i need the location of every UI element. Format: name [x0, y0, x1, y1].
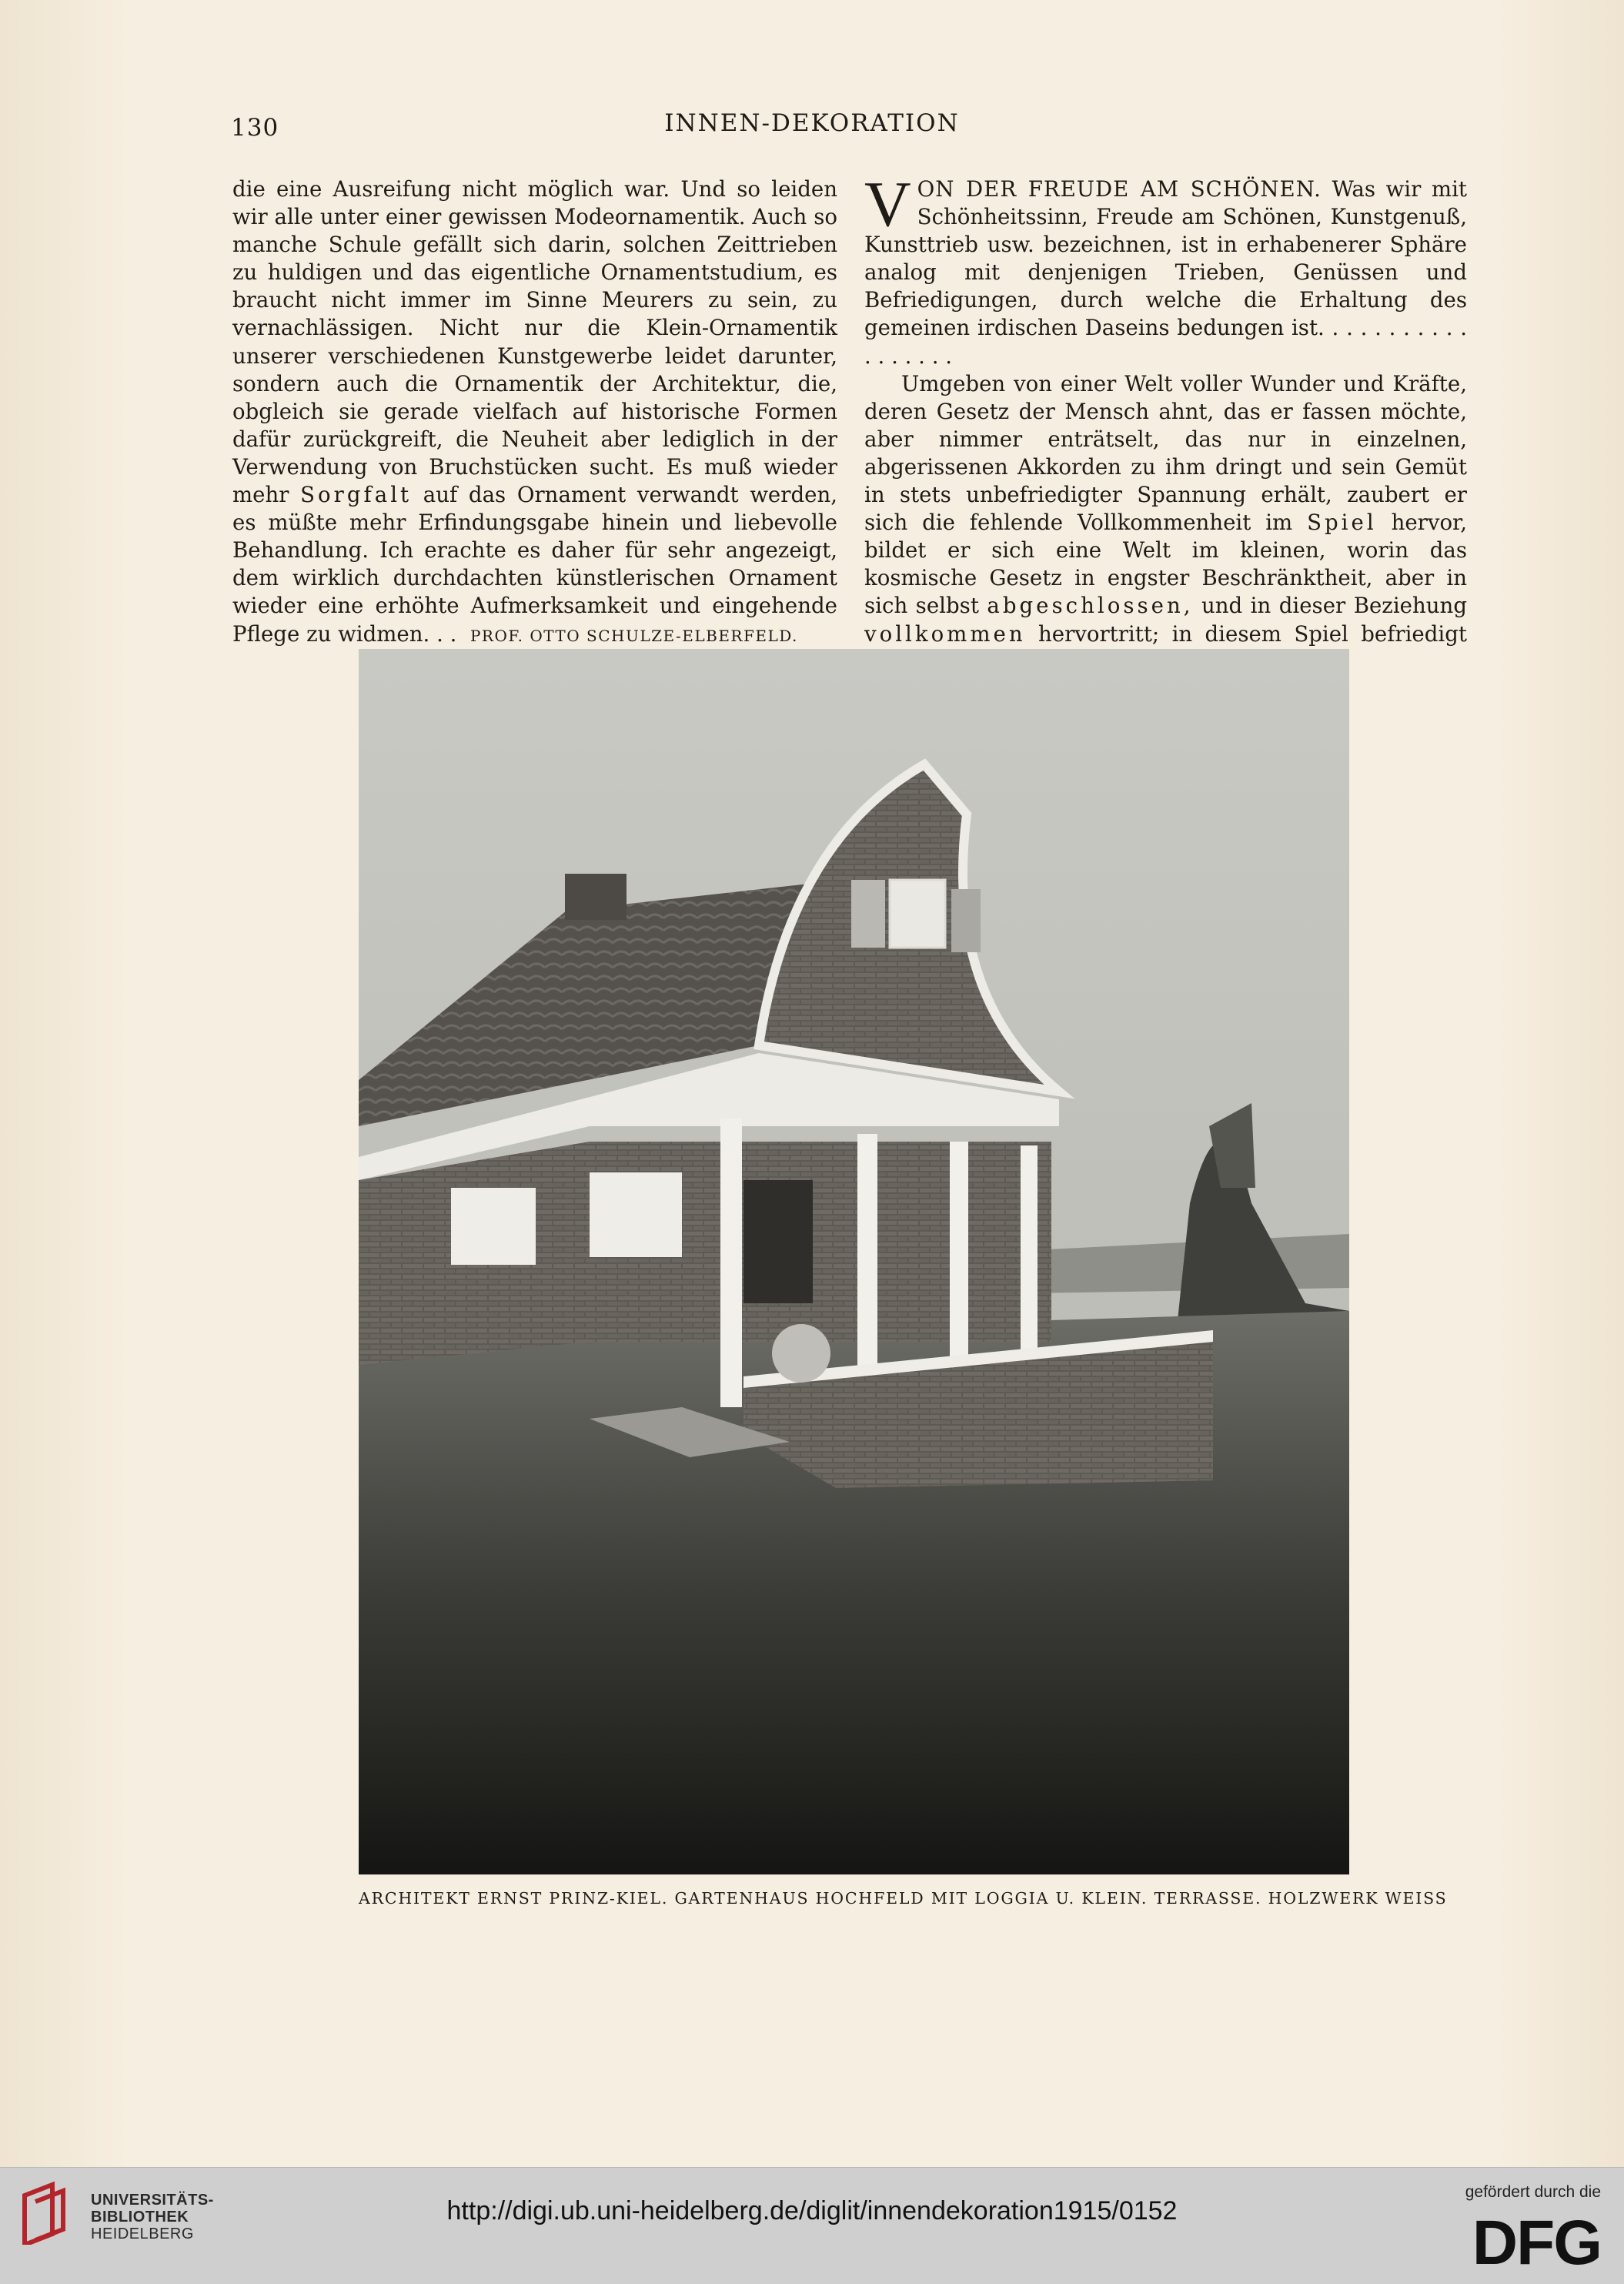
library-name-line3: HEIDELBERG	[91, 2225, 194, 2242]
gable-shutter-left	[851, 880, 885, 948]
door	[743, 1180, 813, 1303]
library-name-line1: UNIVERSITÄTS-	[91, 2192, 214, 2209]
left-column	[232, 176, 837, 650]
drop-cap: V	[864, 169, 911, 240]
essay-text-b: hervor, bildet er sich eine Welt im kleinen, worin das kosmische Gesetz in engster Beschränktheit, aber in sich selbst	[864, 510, 1467, 619]
emphasis-spiel: Spiel	[1307, 510, 1377, 536]
essay-text-d: hervortritt; in diesem Spiel befriedigt	[1038, 620, 1467, 647]
column-3	[950, 1142, 968, 1373]
column-2	[857, 1134, 877, 1388]
emphasis-sorgfalt: Sorgfalt	[300, 482, 413, 508]
running-title: INNEN-DEKORATION	[664, 109, 960, 137]
gable-shutter-right	[951, 889, 981, 952]
left-body-text: die eine Ausreifung nicht möglich war. Und so leiden wir alle unter einer gewissen Modeornamentik. Auch so manche Schule gefällt sich darin, solchen Zeittrieben zu huldigen und das eigentliche Ornamentstudium, es braucht nicht immer im Sinne Meurers zu sein, zu vernachlässigen. Nicht nur die Klein-Ornamentik unserer verschiedenen Kunstgewerbe leidet darunter, sondern auch die Ornamentik der Architektur, die, obgleich sie gerade vielfach auf historische Formen dafür zurückgreift, die Neuheit aber lediglich in der Verwendung von Bruchstücken sucht. Es muß wieder mehr	[232, 176, 837, 508]
column-1	[720, 1119, 742, 1407]
chimney	[565, 874, 627, 920]
garden-sphere	[772, 1324, 830, 1383]
digitization-footer	[0, 2167, 1624, 2284]
right-column	[864, 169, 1467, 677]
dfg-logo: DFG	[1472, 2208, 1601, 2278]
garden-house-illustration	[359, 649, 1349, 1874]
essay-intro-paragraph	[864, 169, 1467, 370]
essay-text-c: und in dieser Beziehung	[1201, 593, 1467, 619]
author-signature: PROF. OTTO SCHULZE-ELBERFELD.	[469, 626, 798, 645]
essay-paragraph-2	[864, 370, 1467, 677]
left-paragraph	[232, 176, 837, 650]
window-left	[451, 1188, 536, 1265]
column-4	[1021, 1145, 1038, 1361]
left-body-text-2: auf das Ornament verwandt werden, es müßte mehr Erfindungsgabe hinein und liebevolle Behandlung. Ich erachte es daher für sehr angezeigt, dem wirklich durchdachten künstlerischen Ornament wieder eine erhöhte Aufmerksamkeit und eingehende Pflege zu widmen. . .	[232, 482, 837, 647]
funded-by-label: gefördert durch die	[1465, 2183, 1601, 2201]
house-photograph	[359, 649, 1349, 1874]
essay-intro-text: Was wir mit Schönheitssinn, Freude am Schönen, Kunstgenuß, Kunsttrieb usw. bezeichnen, ist in erhabenerer Sphäre analog mit denjenigen Trieben, Genüssen und Befriedigungen, durch welche die Erhaltung des gemeinen irdischen Daseins bedungen ist. . . . . . . . . . . . . . . . . .	[864, 176, 1467, 369]
essay-text-a: Umgeben von einer Welt voller Wunder und Kräfte, deren Gesetz der Mensch ahnt, das er fassen möchte, aber nimmer enträtselt, das nur in einzelnen, abgerissenen Akkorden zu ihm dringt und sein Gemüt in stets unbefriedigter Spannung erhält, zaubert er sich die fehlende Vollkommenheit im	[864, 370, 1467, 536]
essay-heading: ON DER FREUDE AM SCHÖNEN.	[917, 176, 1322, 202]
page-number: 130	[231, 114, 279, 142]
gable-window	[890, 880, 945, 948]
window-center	[590, 1172, 682, 1257]
emphasis-abgeschlossen: abgeschlossen,	[987, 593, 1194, 619]
permalink-url[interactable]: http://digi.ub.uni-heidelberg.de/diglit/innendekoration1915/0152	[446, 2196, 1178, 2225]
library-name-line2: BIBLIOTHEK	[91, 2209, 189, 2225]
emphasis-vollkommen: vollkommen	[864, 620, 1026, 647]
figure-caption: ARCHITEKT ERNST PRINZ-KIEL. GARTENHAUS HOCHFELD MIT LOGGIA U. KLEIN. TERRASSE. HOLZWERK WEISS	[359, 1889, 1448, 1908]
